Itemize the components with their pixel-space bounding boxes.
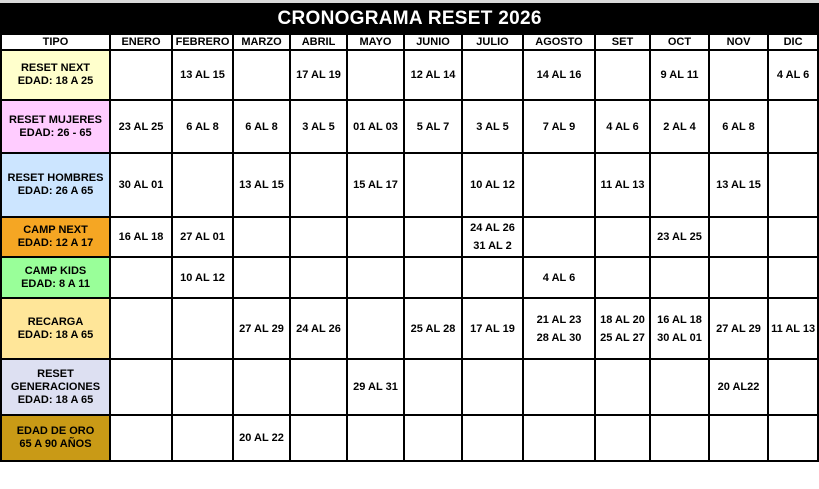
date-range: 4 AL 6 [776, 69, 810, 81]
date-cell [290, 415, 347, 461]
date-cell [709, 257, 768, 298]
row-type-name: RESET [37, 367, 74, 380]
date-cell [233, 359, 290, 415]
date-cell [290, 153, 347, 217]
date-cell [595, 298, 650, 359]
date-cell [650, 257, 709, 298]
header-tipo: TIPO [1, 34, 110, 50]
date-cell [709, 298, 768, 359]
row-type-cell [1, 50, 110, 100]
date-cell [650, 217, 709, 257]
date-range: 24 AL 26 [470, 222, 515, 234]
date-cell [290, 217, 347, 257]
date-range: 4 AL 6 [606, 120, 639, 133]
date-cell [462, 153, 523, 217]
date-cell [650, 359, 709, 415]
date-cell [110, 153, 172, 217]
date-cell [347, 257, 404, 298]
date-cell [233, 298, 290, 359]
date-cell [523, 415, 595, 461]
date-cell [404, 359, 462, 415]
schedule-body [1, 50, 818, 461]
date-range: 23 AL 25 [118, 120, 164, 133]
date-cell [462, 415, 523, 461]
date-range: 6 AL 8 [245, 120, 278, 133]
date-cell [523, 298, 595, 359]
date-range: 15 AL 17 [353, 179, 398, 191]
date-range: 6 AL 8 [186, 120, 219, 133]
date-cell [172, 257, 233, 298]
date-cell [595, 257, 650, 298]
row-type-age: EDAD: 18 A 25 [17, 75, 94, 87]
date-range: 2 AL 4 [663, 120, 696, 133]
date-cell [404, 50, 462, 100]
header-row [1, 34, 818, 50]
date-cell [172, 298, 233, 359]
date-cell [709, 217, 768, 257]
date-cell [347, 50, 404, 100]
table-row [1, 153, 818, 217]
row-type-cell [1, 100, 110, 153]
date-cell [462, 217, 523, 257]
date-range: 7 AL 9 [542, 120, 576, 133]
date-cell [233, 50, 290, 100]
date-cell [404, 257, 462, 298]
date-range: 9 AL 11 [660, 69, 699, 81]
date-cell [650, 50, 709, 100]
date-cell [347, 298, 404, 359]
date-cell [709, 50, 768, 100]
date-cell [233, 217, 290, 257]
date-cell [523, 50, 595, 100]
date-cell [110, 100, 172, 153]
date-cell [347, 359, 404, 415]
date-range: 14 AL 16 [536, 69, 582, 81]
date-cell [768, 257, 818, 298]
date-cell [290, 100, 347, 153]
header-month: SET [595, 34, 650, 50]
row-type-age: EDAD: 18 A 65 [17, 393, 94, 406]
date-range: 20 AL22 [717, 381, 760, 393]
row-type-age: EDAD: 26 A 65 [17, 185, 94, 197]
date-range: 18 AL 20 [600, 313, 645, 326]
date-range: 25 AL 28 [410, 322, 456, 335]
date-cell [595, 100, 650, 153]
row-type-cell [1, 298, 110, 359]
date-range: 30 AL 01 [657, 331, 702, 344]
date-range: 23 AL 25 [657, 231, 702, 243]
date-cell [404, 217, 462, 257]
date-cell [172, 153, 233, 217]
date-cell [172, 415, 233, 461]
row-type-cell [1, 257, 110, 298]
table-row [1, 415, 818, 461]
date-cell [523, 359, 595, 415]
date-cell [233, 415, 290, 461]
date-cell [290, 298, 347, 359]
date-cell [462, 50, 523, 100]
date-cell [650, 415, 709, 461]
date-cell [595, 359, 650, 415]
header-month: NOV [709, 34, 768, 50]
date-cell [595, 153, 650, 217]
schedule-title: CRONOGRAMA RESET 2026 [1, 4, 818, 34]
table-row [1, 257, 818, 298]
date-range: 5 AL 7 [416, 120, 450, 133]
date-range: 17 AL 19 [470, 322, 515, 335]
row-type-age: EDAD: 8 A 11 [21, 277, 90, 290]
date-cell [172, 100, 233, 153]
date-range: 11 AL 13 [771, 322, 816, 335]
date-cell [523, 153, 595, 217]
row-type-cell [1, 217, 110, 257]
date-cell [462, 100, 523, 153]
date-cell [650, 153, 709, 217]
date-cell [347, 153, 404, 217]
row-type-cell [1, 415, 110, 461]
date-range: 27 AL 01 [180, 231, 225, 243]
header-month: MARZO [233, 34, 290, 50]
row-type-name: EDAD DE ORO [16, 425, 95, 437]
date-cell [290, 50, 347, 100]
date-cell [110, 298, 172, 359]
date-range: 17 AL 19 [296, 69, 341, 81]
date-cell [233, 100, 290, 153]
date-cell [404, 415, 462, 461]
date-cell [768, 100, 818, 153]
date-range: 20 AL 22 [239, 432, 284, 444]
date-range: 21 AL 23 [536, 313, 582, 326]
row-type-name: RESET HOMBRES [7, 172, 104, 184]
date-cell [709, 100, 768, 153]
date-cell [404, 153, 462, 217]
date-cell [110, 359, 172, 415]
date-cell [768, 415, 818, 461]
row-type-age: EDAD: 18 A 65 [17, 328, 94, 341]
date-cell [290, 257, 347, 298]
date-cell [290, 359, 347, 415]
row-type-name: RESET MUJERES [9, 113, 102, 126]
date-cell [523, 217, 595, 257]
row-type-cell [1, 153, 110, 217]
date-cell [709, 415, 768, 461]
date-cell [462, 298, 523, 359]
date-range: 28 AL 30 [536, 331, 582, 344]
date-range: 31 AL 2 [473, 240, 512, 252]
date-cell [523, 100, 595, 153]
date-range: 16 AL 18 [118, 231, 164, 243]
date-range: 10 AL 12 [470, 179, 515, 191]
date-cell [110, 217, 172, 257]
date-cell [347, 415, 404, 461]
date-range: 4 AL 6 [542, 271, 576, 284]
date-cell [347, 100, 404, 153]
date-cell [172, 217, 233, 257]
header-month: AGOSTO [523, 34, 595, 50]
date-cell [347, 217, 404, 257]
date-range: 13 AL 15 [239, 179, 284, 191]
schedule-table [0, 3, 819, 462]
date-cell [709, 153, 768, 217]
date-cell [172, 359, 233, 415]
header-month: OCT [650, 34, 709, 50]
date-range: 16 AL 18 [657, 313, 702, 326]
table-row [1, 100, 818, 153]
date-cell [595, 415, 650, 461]
row-type-age: EDAD: 12 A 17 [17, 237, 94, 249]
date-range: 27 AL 29 [239, 322, 284, 335]
date-range: 13 AL 15 [180, 69, 225, 81]
date-cell [110, 415, 172, 461]
row-type-age: 65 A 90 AÑOS [19, 438, 92, 450]
date-cell [595, 217, 650, 257]
date-range: 25 AL 27 [600, 331, 645, 344]
date-cell [462, 359, 523, 415]
date-cell [404, 298, 462, 359]
date-range: 24 AL 26 [296, 322, 341, 335]
date-range: 13 AL 15 [716, 179, 761, 191]
date-range: 27 AL 29 [716, 322, 761, 335]
date-range: 30 AL 01 [118, 179, 164, 191]
row-type-name: CAMP KIDS [24, 264, 87, 277]
date-range: 01 AL 03 [353, 120, 398, 133]
table-row [1, 217, 818, 257]
date-range: 6 AL 8 [722, 120, 755, 133]
row-type-name-line2: GENERACIONES [10, 380, 101, 393]
date-cell [110, 257, 172, 298]
date-range: 3 AL 5 [302, 120, 335, 133]
date-cell [768, 153, 818, 217]
header-month: FEBRERO [172, 34, 233, 50]
table-row [1, 50, 818, 100]
date-cell [650, 100, 709, 153]
date-cell [768, 298, 818, 359]
date-cell [650, 298, 709, 359]
date-range: 10 AL 12 [180, 271, 225, 284]
header-month: ENERO [110, 34, 172, 50]
row-type-name: RESET NEXT [20, 62, 91, 74]
row-type-name: CAMP NEXT [23, 224, 88, 236]
row-type-name: RECARGA [27, 315, 84, 328]
header-month: DIC [768, 34, 818, 50]
date-range: 3 AL 5 [476, 120, 509, 133]
date-range: 29 AL 31 [353, 381, 398, 393]
header-month: JUNIO [404, 34, 462, 50]
date-cell [768, 50, 818, 100]
header-month: JULIO [462, 34, 523, 50]
table-row [1, 298, 818, 359]
header-month: ABRIL [290, 34, 347, 50]
date-cell [233, 153, 290, 217]
date-cell [709, 359, 768, 415]
row-type-age: EDAD: 26 - 65 [19, 126, 92, 139]
date-range: 12 AL 14 [410, 69, 456, 81]
date-cell [595, 50, 650, 100]
date-range: 11 AL 13 [600, 179, 645, 191]
row-type-cell [1, 359, 110, 415]
date-cell [172, 50, 233, 100]
date-cell [768, 217, 818, 257]
date-cell [768, 359, 818, 415]
date-cell [110, 50, 172, 100]
header-month: MAYO [347, 34, 404, 50]
date-cell [404, 100, 462, 153]
table-row [1, 359, 818, 415]
date-cell [233, 257, 290, 298]
date-cell [523, 257, 595, 298]
date-cell [462, 257, 523, 298]
